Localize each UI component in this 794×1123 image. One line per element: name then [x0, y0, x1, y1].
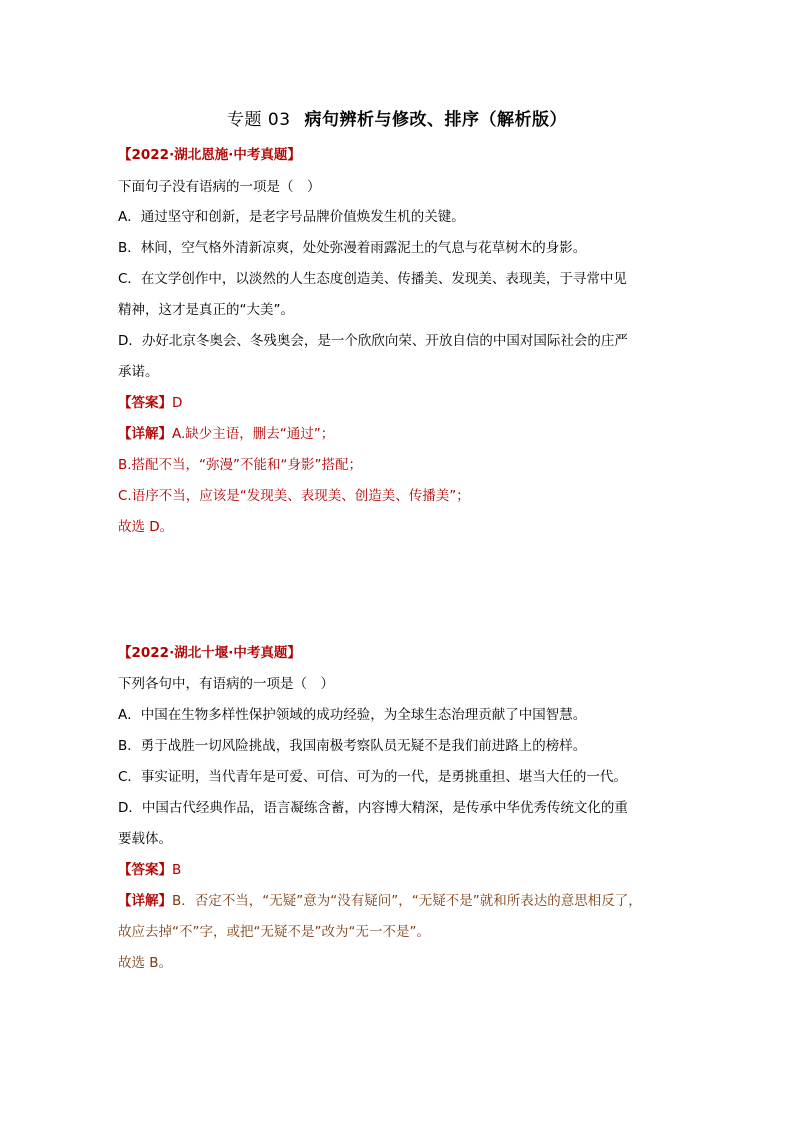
- question-source: 【2022·湖北十堰·中考真题】: [118, 645, 301, 661]
- analysis-line-3: C.语序不当，应该是“发现美、表现美、创造美、传播美”；: [118, 488, 470, 504]
- topic-title: 病句辨析与修改、排序（解析版）: [304, 110, 568, 130]
- analysis-line-2: B.搭配不当，“弥漫”不能和“身影”搭配；: [118, 457, 363, 473]
- option-b: B．林间，空气格外清新凉爽，处处弥漫着雨露泥土的气息与花草树木的身影。: [118, 240, 587, 256]
- analysis-label: 【详解】: [118, 893, 172, 909]
- analysis-line-3: 故选 B。: [118, 955, 173, 971]
- option-a: A．通过坚守和创新，是老字号品牌价值焕发生机的关键。: [118, 209, 465, 225]
- option-d: D．办好北京冬奥会、冬残奥会，是一个欣欣向荣、开放自信的中国对国际社会的庄严: [118, 333, 628, 349]
- analysis-line-1: [118, 891, 642, 911]
- question-source: 【2022·湖北恩施·中考真题】: [118, 147, 301, 163]
- answer-line: [118, 860, 181, 880]
- analysis-label: 【详解】: [118, 426, 172, 442]
- option-d-cont: 承诺。: [118, 364, 159, 380]
- analysis-line-4: 故选 D。: [118, 519, 174, 535]
- option-d-cont: 要载体。: [118, 831, 172, 847]
- analysis-line-1: [118, 424, 334, 444]
- option-c-cont: 精神，这才是真正的“大美”。: [118, 302, 294, 318]
- analysis-line-2: 故应去掉“不”字，或把“无疑不是”改为“无一不是”。: [118, 924, 430, 940]
- option-d: D．中国古代经典作品，语言凝练含蓄，内容博大精深，是传承中华优秀传统文化的重: [118, 800, 628, 816]
- option-b: B．勇于战胜一切风险挑战，我国南极考察队员无疑不是我们前进路上的榜样。: [118, 738, 587, 754]
- answer-label: 【答案】: [118, 862, 172, 878]
- answer-value: B: [172, 862, 182, 878]
- analysis-text: A.缺少主语，删去“通过”；: [172, 426, 335, 442]
- question-stem: 下面句子没有语病的一项是（ ）: [118, 179, 321, 195]
- question-stem: 下列各句中，有语病的一项是（ ）: [118, 676, 334, 692]
- answer-line: [118, 393, 182, 413]
- option-a: A．中国在生物多样性保护领域的成功经验，为全球生态治理贡献了中国智慧。: [118, 707, 587, 723]
- page-title: [0, 105, 794, 130]
- answer-label: 【答案】: [118, 395, 172, 411]
- analysis-text: B．否定不当，“无疑”意为“没有疑问”，“无疑不是”就和所表达的意思相反了，: [172, 893, 642, 909]
- option-c: C．在文学创作中，以淡然的人生态度创造美、传播美、发现美、表现美，于寻常中见: [118, 271, 627, 287]
- topic-number: 专题 03: [226, 110, 291, 130]
- option-c: C．事实证明，当代青年是可爱、可信、可为的一代，是勇挑重担、堪当大任的一代。: [118, 769, 627, 785]
- answer-value: D: [172, 395, 183, 411]
